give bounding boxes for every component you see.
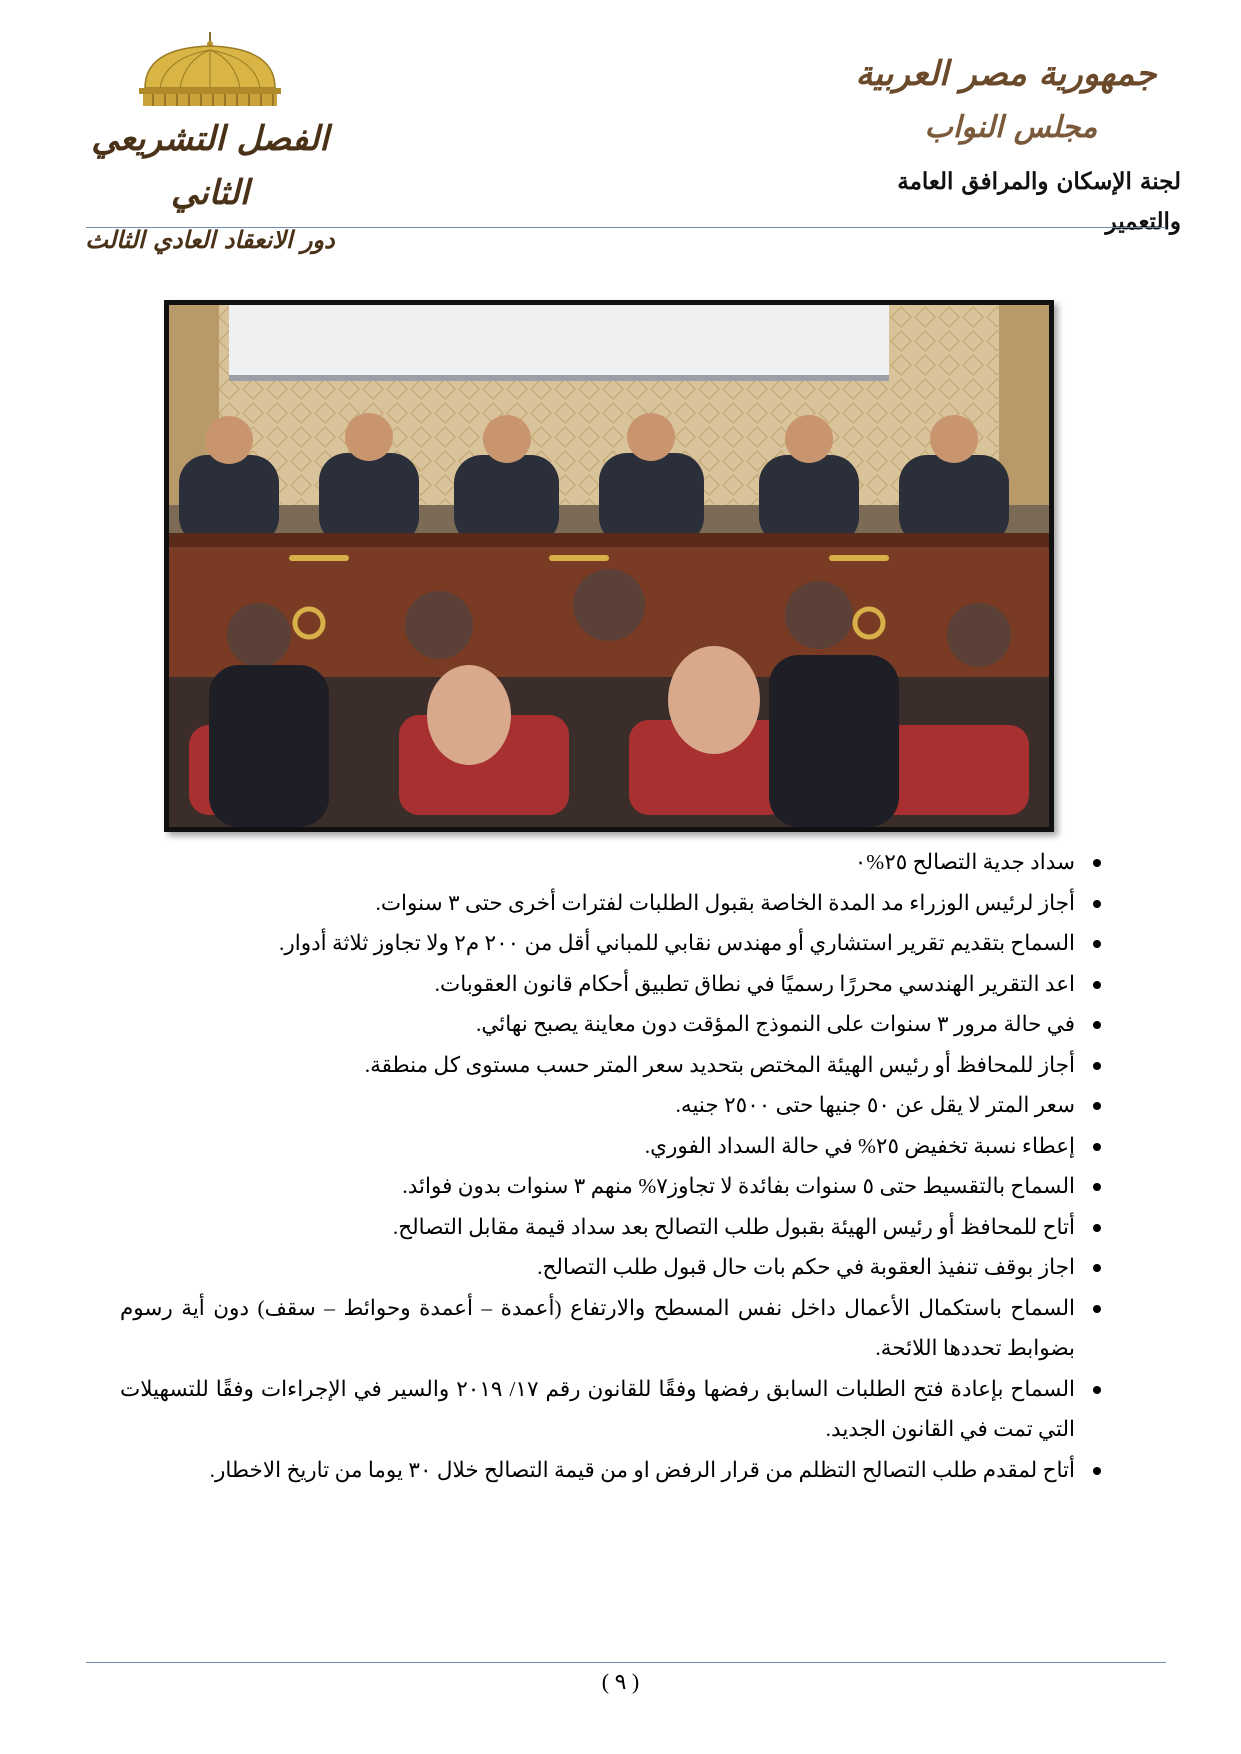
list-item: السماح بالتقسيط حتى ٥ سنوات بفائدة لا تجاوز٧% منهم ٣ سنوات بدون فوائد. xyxy=(120,1166,1105,1207)
list-item: سعر المتر لا يقل عن ٥٠ جنيها حتى ٢٥٠٠ جنيه. xyxy=(120,1085,1105,1126)
list-item: السماح بتقديم تقرير استشاري أو مهندس نقابي للمباني أقل من ٢٠٠ م٢ ولا تجاوز ثلاثة أدوار. xyxy=(120,923,1105,964)
page-number: ( ٩ ) xyxy=(601,1669,640,1694)
bullet-list-section xyxy=(120,842,1105,1490)
dome-logo-icon xyxy=(125,30,295,110)
header-divider xyxy=(86,227,1166,228)
legislative-term-title: الفصل التشريعي الثاني xyxy=(91,119,329,213)
header-left-block xyxy=(75,30,345,260)
list-item: السماح باستكمال الأعمال داخل نفس المسطح والارتفاع (أعمدة – أعمدة وحوائط – سقف) دون أية رسوم بضوابط تحددها اللائحة. xyxy=(120,1288,1105,1369)
footer-divider xyxy=(86,1662,1166,1663)
parliament-title: مجلس النواب xyxy=(924,110,1098,145)
republic-title: جمهورية مصر العربية xyxy=(855,54,1157,94)
list-item: أجاز للمحافظ أو رئيس الهيئة المختص بتحديد سعر المتر حسب مستوى كل منطقة. xyxy=(120,1045,1105,1086)
committee-title: لجنة الإسكان والمرافق العامة والتعمير xyxy=(897,168,1181,235)
list-item: في حالة مرور ٣ سنوات على النموذج المؤقت دون معاينة يصبح نهائي. xyxy=(120,1004,1105,1045)
list-item: أتاح لمقدم طلب التصالح التظلم من قرار الرفض او من قيمة التصالح خلال ٣٠ يوما من تاريخ الاخطار. xyxy=(120,1450,1105,1491)
list-item: السماح بإعادة فتح الطلبات السابق رفضها وفقًا للقانون رقم ١٧/ ٢٠١٩ والسير في الإجراءات وفقًا للتسهيلات التي تمت في القانون الجديد. xyxy=(120,1369,1105,1450)
bullet-list xyxy=(120,842,1105,1490)
list-item: أتاح للمحافظ أو رئيس الهيئة بقبول طلب التصالح بعد سداد قيمة مقابل التصالح. xyxy=(120,1207,1105,1248)
list-item: إعطاء نسبة تخفيض ٢٥% في حالة السداد الفوري. xyxy=(120,1126,1105,1167)
session-title: دور الانعقاد العادي الثالث xyxy=(85,225,335,254)
page-header xyxy=(0,0,1241,254)
list-item: أجاز لرئيس الوزراء مد المدة الخاصة بقبول الطلبات لفترات أخرى حتى ٣ سنوات. xyxy=(120,883,1105,924)
list-item: اجاز بوقف تنفيذ العقوبة في حكم بات حال قبول طلب التصالح. xyxy=(120,1247,1105,1288)
list-item: اعد التقرير الهندسي محررًا رسميًا في نطاق تطبيق أحكام قانون العقوبات. xyxy=(120,964,1105,1005)
list-item: سداد جدية التصالح ٢٥%٠ xyxy=(120,842,1105,883)
meeting-photo-illustration xyxy=(169,305,1049,827)
committee-meeting-photo xyxy=(164,300,1054,832)
header-right-block xyxy=(841,48,1181,242)
